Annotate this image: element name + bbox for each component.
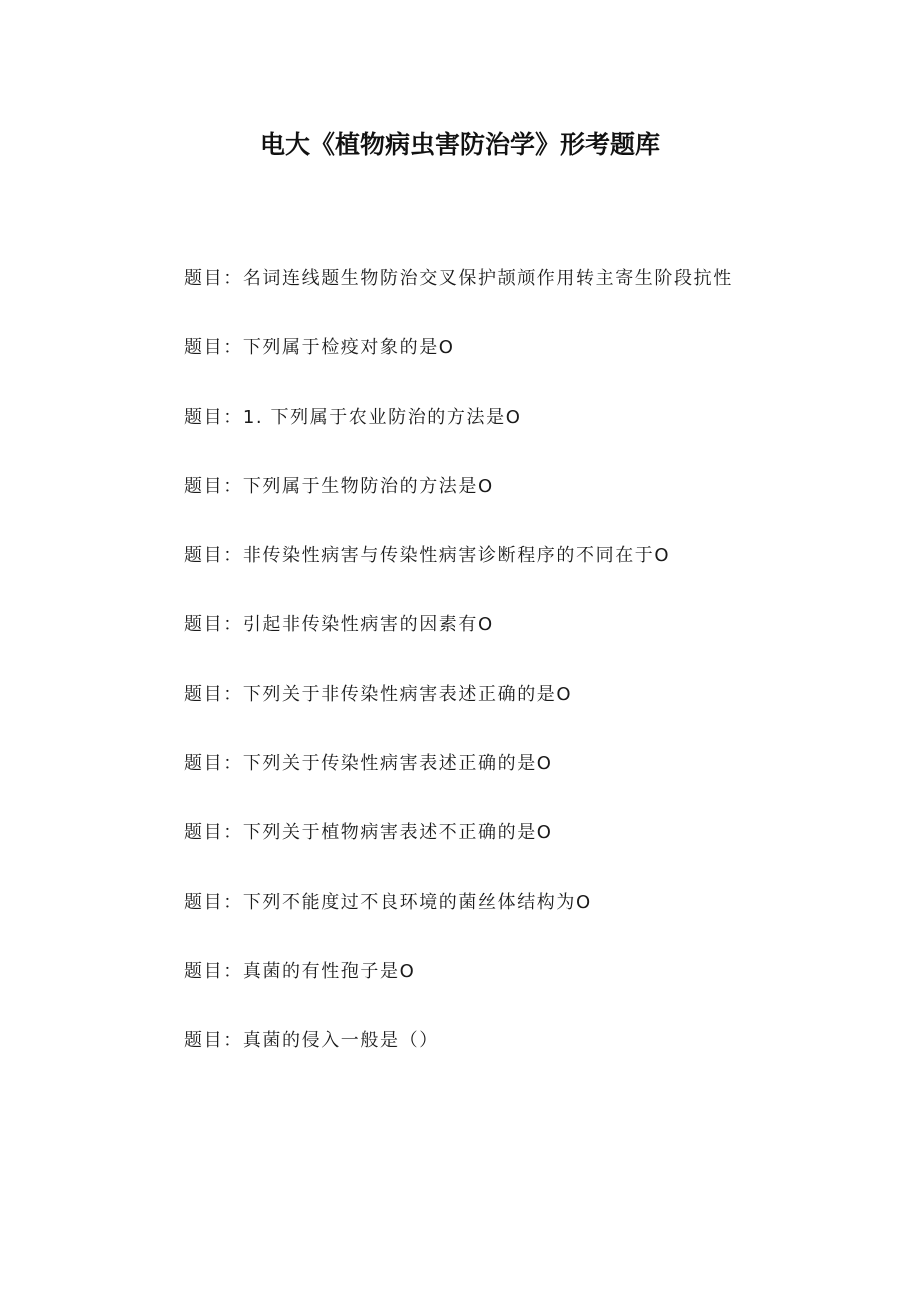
question-item xyxy=(184,403,884,472)
question-item xyxy=(184,264,884,333)
question-text: 下列属于检疫对象的是O xyxy=(242,337,455,359)
question-item xyxy=(184,472,884,541)
question-item xyxy=(184,541,884,610)
question-prefix: 题目： xyxy=(184,337,243,359)
question-prefix: 题目： xyxy=(184,683,243,705)
question-text: 下列关于植物病害表述不正确的是O xyxy=(242,822,553,844)
question-prefix: 题目： xyxy=(184,475,243,497)
question-item xyxy=(184,1026,884,1095)
question-prefix: 题目： xyxy=(184,1030,243,1052)
question-prefix: 题目： xyxy=(184,960,243,982)
question-text: 非传染性病害与传染性病害诊断程序的不同在于O xyxy=(242,545,671,567)
question-item xyxy=(184,888,884,957)
question-prefix: 题目： xyxy=(184,891,243,913)
question-item xyxy=(184,610,884,679)
question-text: 真菌的侵入一般是（） xyxy=(242,1030,439,1052)
question-text: 引起非传染性病害的因素有O xyxy=(242,614,494,636)
document-title: 电大《植物病虫害防治学》形考题库 xyxy=(259,130,660,159)
question-list xyxy=(184,264,884,1096)
question-item xyxy=(184,749,884,818)
question-prefix: 题目： xyxy=(184,753,243,775)
question-text: 下列属于生物防治的方法是O xyxy=(242,475,494,497)
question-text: 下列关于非传染性病害表述正确的是O xyxy=(242,683,573,705)
question-item xyxy=(184,957,884,1026)
question-text: 下列不能度过不良环境的菌丝体结构为O xyxy=(242,891,592,913)
question-prefix: 题目： xyxy=(184,614,243,636)
question-text: 下列关于传染性病害表述正确的是O xyxy=(242,753,553,775)
question-prefix: 题目： xyxy=(184,822,243,844)
question-item xyxy=(184,818,884,887)
question-text: 1. 下列属于农业防治的方法是O xyxy=(242,406,522,428)
question-prefix: 题目： xyxy=(184,268,243,289)
question-prefix: 题目： xyxy=(184,406,243,428)
question-text: 名词连线题生物防治交叉保护颉颃作用转主寄生阶段抗性 xyxy=(242,268,733,289)
question-item xyxy=(184,333,884,402)
question-text: 真菌的有性孢子是O xyxy=(242,960,416,982)
question-prefix: 题目： xyxy=(184,545,243,567)
question-item xyxy=(184,680,884,749)
